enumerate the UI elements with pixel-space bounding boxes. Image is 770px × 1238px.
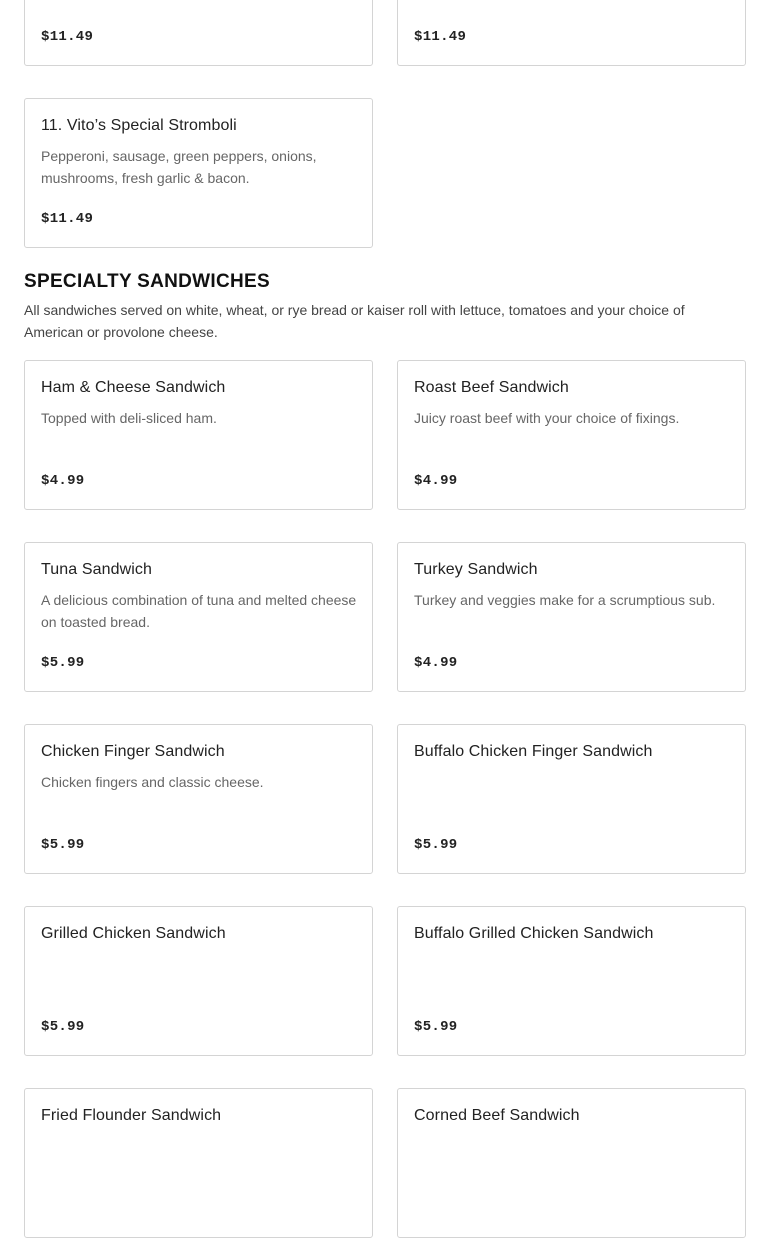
menu-item-name: Chicken Finger Sandwich bbox=[41, 743, 225, 760]
menu-item-price: $11.49 bbox=[414, 29, 467, 45]
menu-item-name: Grilled Chicken Sandwich bbox=[41, 925, 226, 942]
menu-item-card[interactable] bbox=[397, 542, 746, 692]
menu-item-card[interactable] bbox=[24, 1088, 373, 1238]
menu-item-price: $5.99 bbox=[414, 1019, 458, 1035]
menu-item-name: Corned Beef Sandwich bbox=[414, 1107, 580, 1124]
menu-item-description: Topped with deli-sliced ham. bbox=[41, 410, 217, 426]
menu-item-card[interactable] bbox=[24, 542, 373, 692]
menu-item-card[interactable] bbox=[397, 0, 746, 66]
menu-item-price: $4.99 bbox=[414, 473, 458, 489]
menu-item-description: Pepperoni, sausage, green peppers, onions, mushrooms, fresh garlic & bacon. bbox=[41, 148, 317, 186]
menu-item-card[interactable] bbox=[24, 360, 373, 510]
menu-item-price: $4.99 bbox=[414, 655, 458, 671]
menu-item-price: $5.99 bbox=[41, 655, 85, 671]
menu-item-name: Roast Beef Sandwich bbox=[414, 379, 569, 396]
menu-item-price: $5.99 bbox=[41, 1019, 85, 1035]
menu-item-price: $5.99 bbox=[414, 837, 458, 853]
menu-item-name: Ham & Cheese Sandwich bbox=[41, 379, 226, 396]
menu-item-price: $5.99 bbox=[41, 837, 85, 853]
menu-item-price: $11.49 bbox=[41, 211, 94, 227]
section-title: SPECIALTY SANDWICHES bbox=[24, 271, 270, 292]
menu-item-card[interactable] bbox=[397, 360, 746, 510]
menu-item-name: Turkey Sandwich bbox=[414, 561, 538, 578]
menu-item-description: Turkey and veggies make for a scrumptious sub. bbox=[414, 592, 716, 608]
menu-item-card[interactable] bbox=[397, 906, 746, 1056]
menu-item-card[interactable] bbox=[24, 724, 373, 874]
menu-item-name: Fried Flounder Sandwich bbox=[41, 1107, 222, 1124]
menu-item-card[interactable] bbox=[397, 724, 746, 874]
section-description: All sandwiches served on white, wheat, or rye bread or kaiser roll with lettuce, tomatoes and your choice of American or provolone cheese. bbox=[24, 302, 685, 340]
menu-item-name: 11. Vito’s Special Stromboli bbox=[41, 117, 237, 134]
menu-item-name: Buffalo Grilled Chicken Sandwich bbox=[414, 925, 654, 942]
menu-item-description: A delicious combination of tuna and melted cheese on toasted bread. bbox=[41, 592, 357, 630]
menu-item-name: Buffalo Chicken Finger Sandwich bbox=[414, 743, 653, 760]
menu-item-price: $11.49 bbox=[41, 29, 94, 45]
menu-item-card[interactable] bbox=[24, 98, 373, 248]
menu-item-name: Tuna Sandwich bbox=[41, 561, 152, 578]
menu-item-card[interactable] bbox=[24, 906, 373, 1056]
menu-item-description: Chicken fingers and classic cheese. bbox=[41, 774, 264, 790]
menu-item-card[interactable] bbox=[24, 0, 373, 66]
menu-item-description: Juicy roast beef with your choice of fixings. bbox=[414, 410, 680, 426]
menu-item-card[interactable] bbox=[397, 1088, 746, 1238]
menu-item-price: $4.99 bbox=[41, 473, 85, 489]
